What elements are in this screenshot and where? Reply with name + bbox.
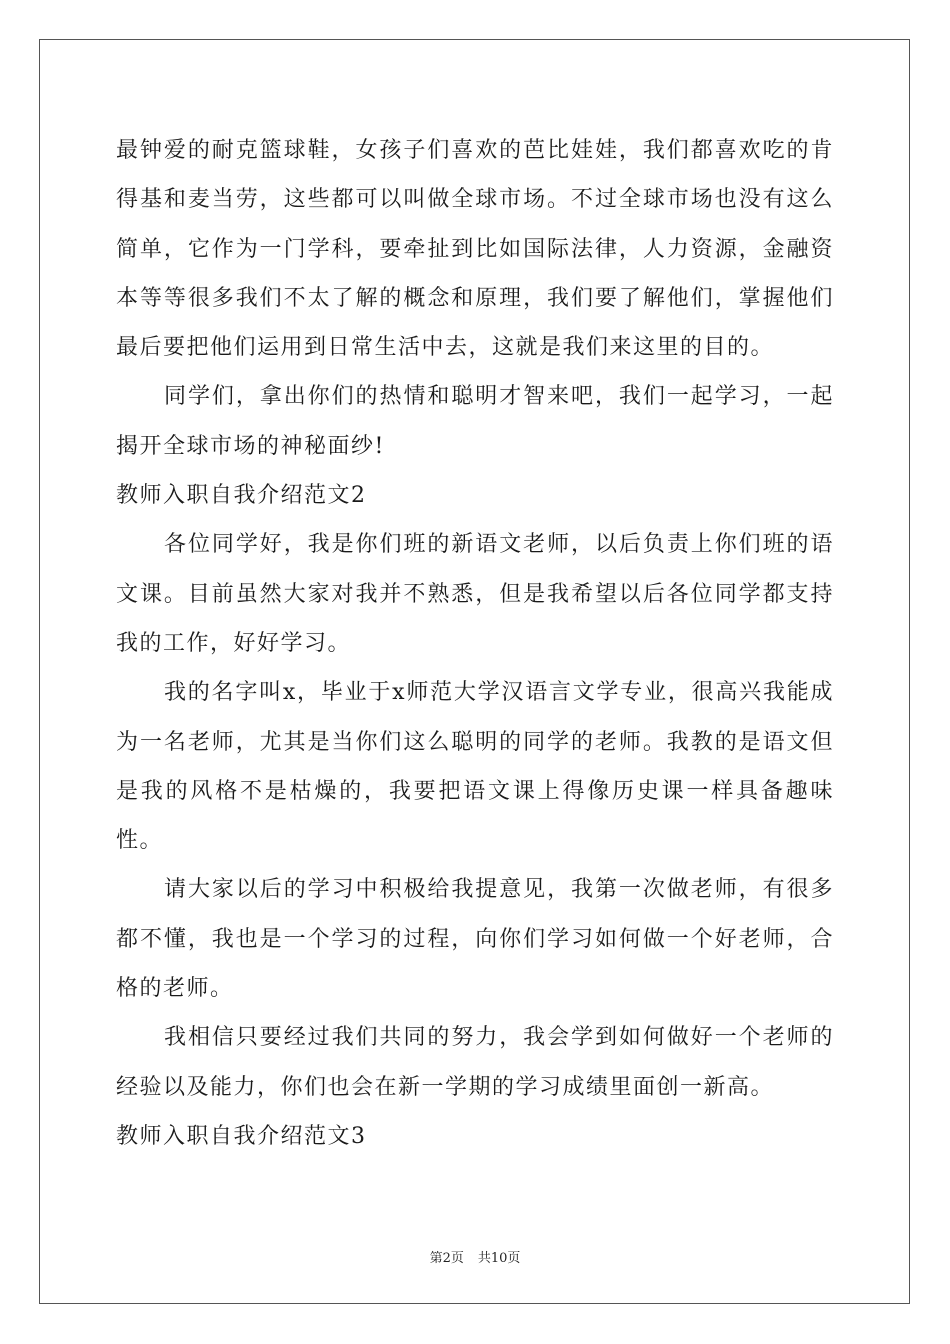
- section-heading-2: 教师入职自我介绍范文2: [116, 483, 367, 509]
- page-total: 共10页: [477, 1251, 521, 1266]
- paragraph-3: 各位同学好，我是你们班的新语文老师，以后负责上你们班的语文课。目前虽然大家对我并不熟悉，但是我希望以后各位同学都支持我的工作，好好学习。: [116, 532, 834, 656]
- page-number: 第2页: [429, 1251, 464, 1266]
- section-heading-3: 教师入职自我介绍范文3: [116, 1123, 367, 1149]
- page-footer: [0, 1247, 950, 1266]
- paragraph-2: 同学们，拿出你们的热情和聪明才智来吧，我们一起学习，一起揭开全球市场的神秘面纱!: [116, 384, 834, 459]
- paragraph-1: 最钟爱的耐克篮球鞋，女孩子们喜欢的芭比娃娃，我们都喜欢吃的肯得基和麦当劳，这些都可以叫做全球市场。不过全球市场也没有这么简单，它作为一门学科，要牵扯到比如国际法律，人力资源，金融资本等等很多我们不太了解的概念和原理，我们要了解他们，掌握他们最后要把他们运用到日常生活中去，这就是我们来这里的目的。: [116, 138, 834, 361]
- document-body: [116, 126, 834, 1161]
- paragraph-4: 我的名字叫x，毕业于x师范大学汉语言文学专业，很高兴我能成为一名老师，尤其是当你们这么聪明的同学的老师。我教的是语文但是我的风格不是枯燥的，我要把语文课上得像历史课一样具备趣味性。: [116, 680, 834, 854]
- paragraph-5: 请大家以后的学习中积极给我提意见，我第一次做老师，有很多都不懂，我也是一个学习的过程，向你们学习如何做一个好老师，合格的老师。: [116, 877, 834, 1002]
- paragraph-6: 我相信只要经过我们共同的努力，我会学到如何做好一个老师的经验以及能力，你们也会在新一学期的学习成绩里面创一新高。: [116, 1025, 834, 1100]
